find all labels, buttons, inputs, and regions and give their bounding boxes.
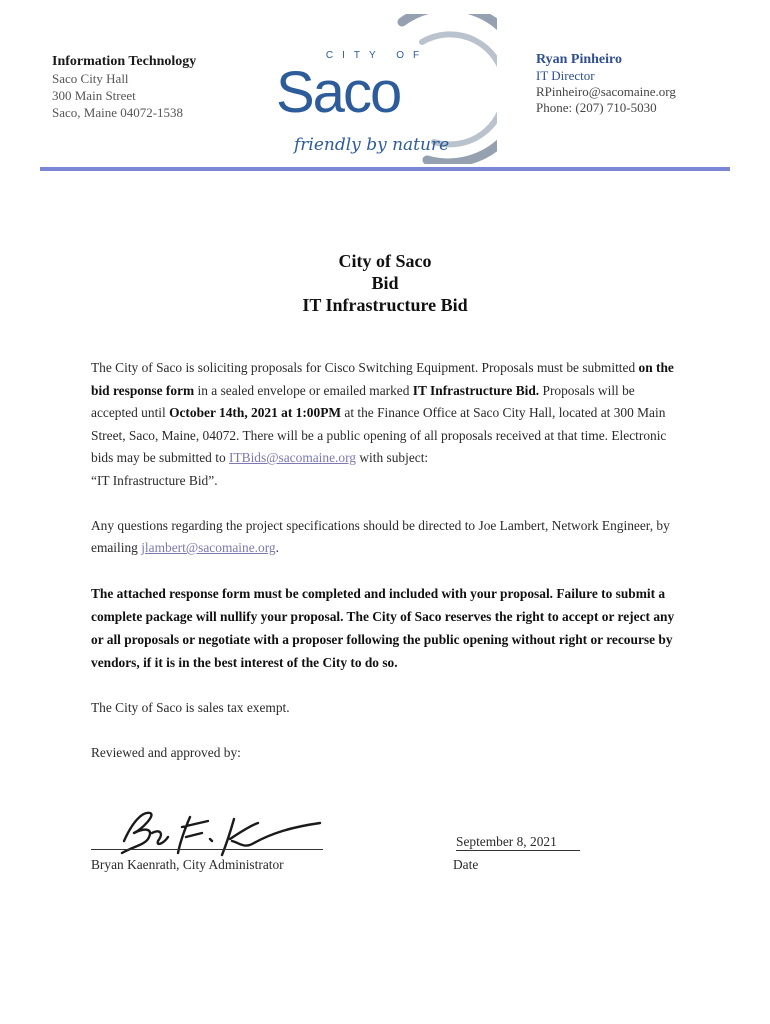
department-name: Information Technology xyxy=(52,54,197,69)
logo-city-of: CITY OF xyxy=(325,50,429,61)
contact-name: Ryan Pinheiro xyxy=(536,52,622,67)
jlambert-email-link[interactable]: jlambert@sacomaine.org xyxy=(141,540,276,555)
contact-email: RPinheiro@sacomaine.org xyxy=(536,84,676,99)
date-line xyxy=(456,850,580,851)
signature-line xyxy=(91,849,323,850)
logo-tagline: friendly by nature xyxy=(294,135,450,155)
department-block xyxy=(52,53,196,121)
saco-logo xyxy=(272,14,497,164)
signature-date: September 8, 2021 xyxy=(456,834,557,849)
document-body xyxy=(91,357,681,764)
date-label: Date xyxy=(453,857,479,872)
title-line-3: IT Infrastructure Bid xyxy=(302,295,468,315)
document-title xyxy=(0,250,770,316)
address-line-2: 300 Main Street xyxy=(52,88,136,103)
title-line-1: City of Saco xyxy=(338,251,432,271)
contact-block xyxy=(536,52,676,116)
title-line-2: Bid xyxy=(371,273,399,293)
contact-phone: Phone: (207) 710-5030 xyxy=(536,100,657,115)
questions-paragraph: Any questions regarding the project specifications should be directed to Joe Lambert, Network Engineer, by emailing jlambert@sacomaine.org. xyxy=(91,517,670,555)
address-line-3: Saco, Maine 04072-1538 xyxy=(52,105,184,120)
address-line-1: Saco City Hall xyxy=(52,71,129,86)
signer-caption: Bryan Kaenrath, City Administrator xyxy=(91,857,284,872)
itbids-email-link[interactable]: ITBids@sacomaine.org xyxy=(229,450,356,465)
bid-paragraph: The City of Saco is soliciting proposals for Cisco Switching Equipment. Proposals must be submitted on the bid response form in a sealed envelope or emailed marked IT Infrastructure Bid. Proposals will be accepted until October 14th, 2021 at 1:00PM at the Finance Office at Saco City Hall, located at 300 Main Street, Saco, Maine, 04072. There will be a public opening of all proposals received at that time. Electronic bids may be submitted to ITBids@sacomaine.org with subject: “IT Infrastructure Bid”. xyxy=(91,360,674,488)
contact-title: IT Director xyxy=(536,68,595,83)
notice-paragraph: The attached response form must be completed and included with your proposal. Failure to submit a complete package will nullify your proposal. The City of Saco reserves the right to accept or reject any or all proposals or negotiate with a proposer following the public opening without right or recourse by vendors, if it is in the best interest of the City to do so. xyxy=(91,586,675,670)
handwritten-signature xyxy=(112,803,322,863)
tax-exempt-text: The City of Saco is sales tax exempt. xyxy=(91,699,290,715)
logo-name: Saco xyxy=(276,60,401,125)
reviewed-text: Reviewed and approved by: xyxy=(91,744,241,760)
header-divider xyxy=(40,167,730,171)
subject-quote: “IT Infrastructure Bid”. xyxy=(91,472,218,488)
